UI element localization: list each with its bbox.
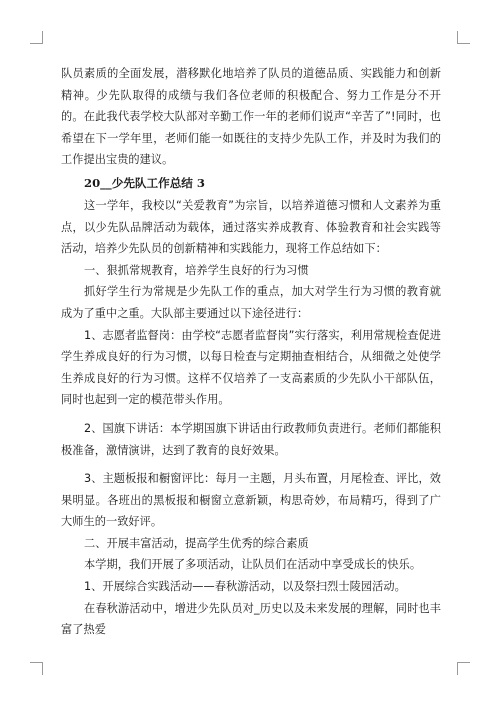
crop-mark-top-left	[30, 31, 43, 44]
heading-routine-education: 一、狠抓常规教育，培养学生良好的行为习惯	[84, 263, 309, 277]
paragraph-blackboard-contest: 3、主题板报和橱窗评比：每月一主题，月头布置，月尾检查、评比，效果明显。各班出的黑板报和橱窗立意新颖，构思奇妙，布局精巧，得到了广大师生的一致好评。	[61, 472, 441, 529]
paragraph-overview: 这一学年，我校以“关爱教育”为宗旨，以培养道德习惯和人文素养为重点，以少先队品牌活动为载体，通过落实养成教育、体验教育和社会实践等活动，培养少先队员的创新精神和实践能力，现将工作总结如下：	[61, 198, 441, 256]
document-body	[61, 63, 441, 641]
paragraph-routine-education: 抓好学生行为常规是少先队工作的重点，加大对学生行为习惯的教育就成为了重中之重。大队部主要通过以下途径进行：	[61, 285, 441, 320]
paragraph-practice-activity: 1、开展综合实践活动——春秋游活动，以及祭扫烈士陵园活动。	[84, 580, 406, 594]
crop-mark-top-right	[457, 31, 470, 44]
intro-paragraph: 队员素质的全面发展，潜移默化地培养了队员的道德品质、实践能力和创新精神。少先队取得的成绩与我们各位老师的积极配合、努力工作是分不开的。在此我代表学校大队部对辛勤工作一年的老师们说声“辛苦了”!同时，也希望在下一学年里，老师们能一如既往的支持少先队工作，并及时为我们的工作提出宝贵的建议。	[61, 67, 441, 167]
paragraph-activities-intro: 本学期，我们开展了多项活动，让队员们在活动中享受成长的快乐。	[84, 558, 422, 572]
paragraph-volunteer-post: 1、志愿者监督岗：由学校“志愿者监督岗”实行落实，利用常规检查促进学生养成良好的行为习惯，以每日检查与定期抽查相结合，从细微之处使学生养成良好的行为习惯。这样不仅培养了一支高素质的少先队小干部队伍，同时也起到一定的模范带头作用。	[61, 328, 441, 407]
heading-activities: 二、开展丰富活动，提高学生优秀的综合素质	[84, 536, 309, 550]
crop-mark-bottom-right	[457, 662, 470, 675]
paragraph-flag-speech: 2、国旗下讲话：本学期国旗下讲话由行政教师负责进行。老师们都能积极准备，激情演讲，达到了教育的良好效果。	[61, 421, 441, 457]
crop-mark-bottom-left	[30, 662, 43, 675]
paragraph-spring-outing: 在春秋游活动中，增进少先队员对_历史以及未来发展的理解，同时也丰富了热爱	[61, 601, 441, 637]
section-title: 20__少先队工作总结 3	[84, 175, 205, 190]
